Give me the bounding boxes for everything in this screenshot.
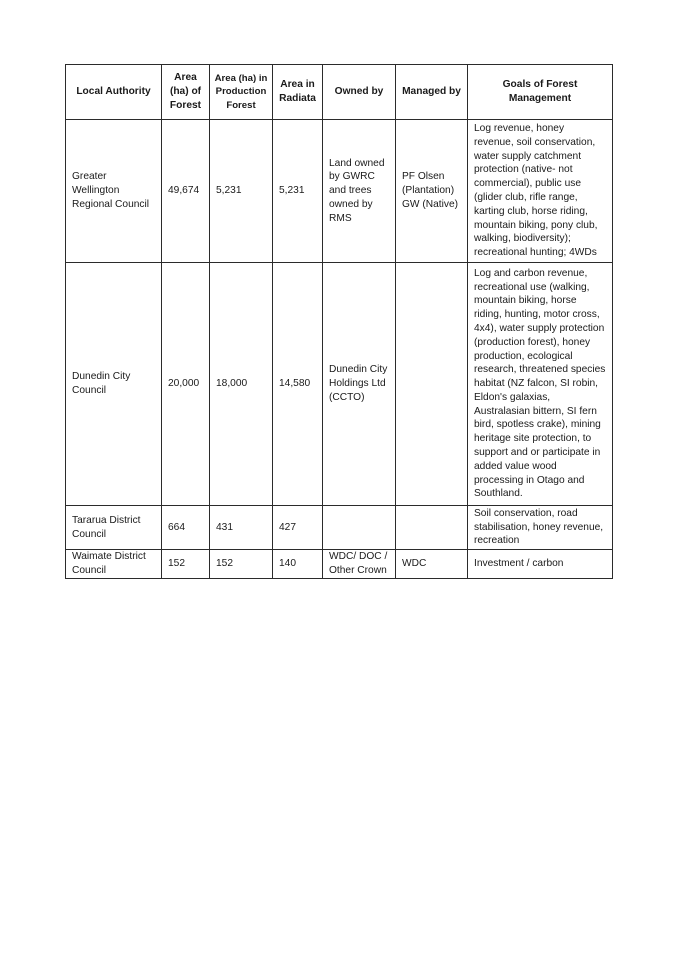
table-header-row [66,65,613,120]
cell-area-production: 431 [210,506,273,550]
cell-area-forest: 20,000 [162,263,210,506]
cell-area-radiata: 14,580 [273,263,323,506]
cell-area-production: 5,231 [210,120,273,263]
cell-area-forest: 664 [162,506,210,550]
cell-area-forest: 152 [162,550,210,579]
cell-owned-by: WDC/ DOC / Other Crown [323,550,396,579]
cell-managed-by: WDC [396,550,468,579]
cell-managed-by: PF Olsen (Plantation) GW (Native) [396,120,468,263]
cell-area-production: 152 [210,550,273,579]
cell-managed-by [396,506,468,550]
cell-goals: Investment / carbon [468,550,613,579]
cell-owned-by: Land owned by GWRC and trees owned by RMS [323,120,396,263]
cell-owned-by [323,506,396,550]
cell-area-production: 18,000 [210,263,273,506]
cell-local-authority: Waimate District Council [66,550,162,579]
header-area-radiata: Area in Radiata [273,65,323,120]
header-area-forest: Area (ha) of Forest [162,65,210,120]
forest-management-table [65,64,613,579]
cell-area-radiata: 140 [273,550,323,579]
cell-goals: Log and carbon revenue, recreational use (walking, mountain biking, horse riding, hunting, motor cross, 4x4), water supply protection (production forest), honey production, ecological research, threatened species habitat (NZ falcon, SI robin, Eldon's galaxias, Australasian bittern, SI fern bird, spotless crake), mining heritage site protection, to support and or participate in added value wood processing in Otago and Southland. [468,263,613,506]
table-row [66,550,613,579]
cell-local-authority: Dunedin City Council [66,263,162,506]
header-area-production: Area (ha) in Production Forest [210,65,273,120]
cell-owned-by: Dunedin City Holdings Ltd (CCTO) [323,263,396,506]
cell-managed-by [396,263,468,506]
table-row [66,120,613,263]
cell-area-radiata: 427 [273,506,323,550]
cell-area-radiata: 5,231 [273,120,323,263]
cell-local-authority: Tararua District Council [66,506,162,550]
header-owned-by: Owned by [323,65,396,120]
header-local-authority: Local Authority [66,65,162,120]
cell-area-forest: 49,674 [162,120,210,263]
header-managed-by: Managed by [396,65,468,120]
header-goals: Goals of Forest Management [468,65,613,120]
table-row [66,506,613,550]
table-row [66,263,613,506]
cell-goals: Soil conservation, road stabilisation, honey revenue, recreation [468,506,613,550]
cell-local-authority: Greater Wellington Regional Council [66,120,162,263]
cell-goals: Log revenue, honey revenue, soil conservation, water supply catchment protection (native- not commercial), public use (glider club, rifle range, karting club, horse riding, mountain biking, pony club, walking, biodiversity); recreational hunting; 4WDs [468,120,613,263]
